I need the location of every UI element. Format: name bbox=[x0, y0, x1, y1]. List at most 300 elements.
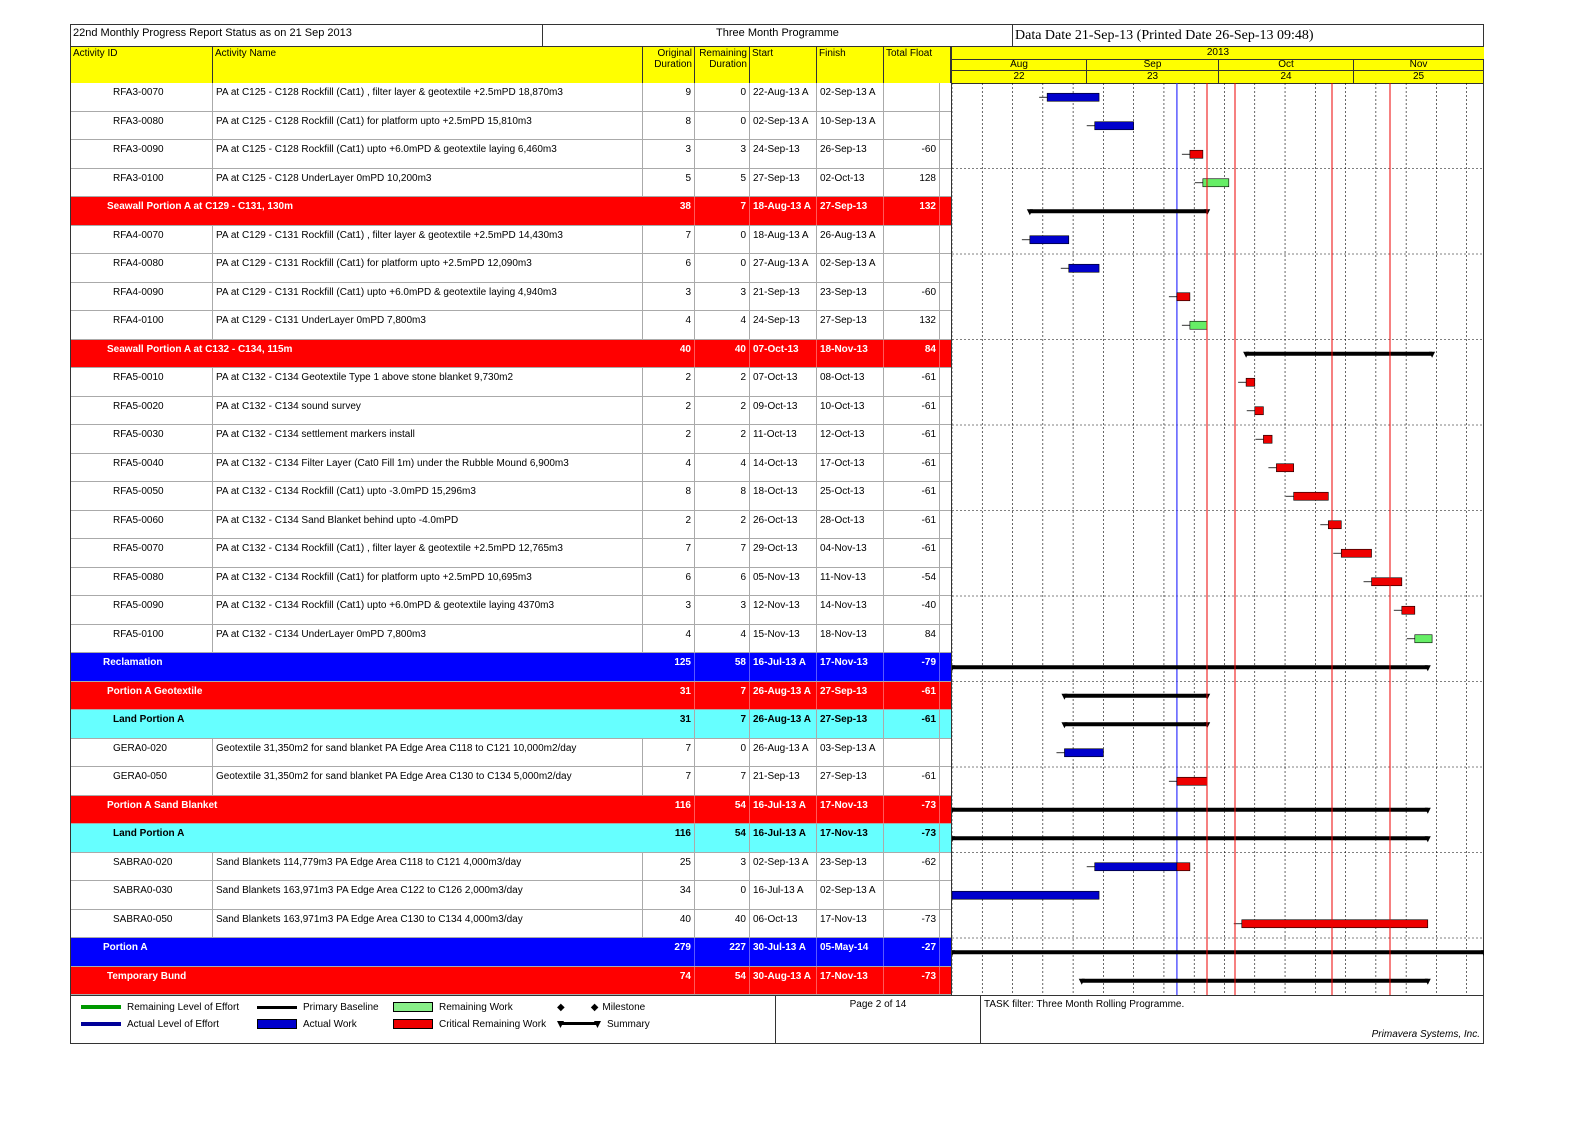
column-headers bbox=[71, 47, 951, 84]
remaining-duration: 2 bbox=[695, 368, 750, 396]
actual-work-bar bbox=[1064, 749, 1103, 757]
activity-id: RFA4-0070 bbox=[71, 226, 213, 254]
summary-bar bbox=[952, 950, 1484, 954]
finish-date: 27-Sep-13 bbox=[817, 767, 884, 795]
finish-date: 17-Nov-13 bbox=[817, 796, 884, 824]
activity-name: Sand Blankets 163,971m3 PA Edge Area C130 to C134 4,000m3/day bbox=[213, 910, 643, 938]
wbs-row[interactable] bbox=[71, 796, 951, 825]
original-duration: 116 bbox=[643, 796, 695, 824]
finish-date: 02-Sep-13 A bbox=[817, 254, 884, 282]
start-date: 21-Sep-13 bbox=[750, 283, 817, 311]
finish-date: 10-Sep-13 A bbox=[817, 112, 884, 140]
original-duration: 6 bbox=[643, 568, 695, 596]
finish-date: 17-Nov-13 bbox=[817, 910, 884, 938]
start-date: 18-Aug-13 A bbox=[750, 226, 817, 254]
original-duration: 31 bbox=[643, 682, 695, 710]
total-float: -61 bbox=[884, 397, 940, 425]
activity-id: GERA0-020 bbox=[71, 739, 213, 767]
activity-name: PA at C132 - C134 Rockfill (Cat1) for platform upto +2.5mPD 10,695m3 bbox=[213, 568, 643, 596]
wbs-name: Portion A Geotextile bbox=[107, 685, 203, 697]
activity-name: PA at C129 - C131 Rockfill (Cat1) upto +6.0mPD & geotextile laying 4,940m3 bbox=[213, 283, 643, 311]
original-duration: 2 bbox=[643, 511, 695, 539]
activity-id: SABRA0-030 bbox=[71, 881, 213, 909]
gantt-chart bbox=[951, 83, 1484, 995]
timeline-month-aug: Aug bbox=[952, 59, 1087, 71]
table-row[interactable] bbox=[71, 397, 951, 426]
remaining-duration: 4 bbox=[695, 625, 750, 653]
legend-label: Remaining Work bbox=[439, 1002, 513, 1013]
table-row[interactable] bbox=[71, 254, 951, 283]
table-row[interactable] bbox=[71, 425, 951, 454]
table-row[interactable] bbox=[71, 368, 951, 397]
finish-date: 12-Oct-13 bbox=[817, 425, 884, 453]
total-float: -79 bbox=[884, 653, 940, 681]
activity-id: SABRA0-020 bbox=[71, 853, 213, 881]
remaining-duration: 227 bbox=[695, 938, 750, 966]
total-float: -61 bbox=[884, 710, 940, 738]
remaining-duration: 0 bbox=[695, 254, 750, 282]
col-remaining-duration[interactable]: Remaining Duration bbox=[695, 47, 750, 83]
col-activity-name[interactable]: Activity Name bbox=[213, 47, 643, 83]
legend-label: Milestone bbox=[602, 1002, 646, 1013]
filter-info bbox=[981, 996, 1483, 1044]
activity-id: RFA4-0090 bbox=[71, 283, 213, 311]
remaining-work-bar bbox=[1415, 635, 1432, 643]
remaining-duration: 8 bbox=[695, 482, 750, 510]
finish-date: 23-Sep-13 bbox=[817, 283, 884, 311]
legend-swatch bbox=[81, 1022, 121, 1026]
start-date: 16-Jul-13 A bbox=[750, 653, 817, 681]
start-date: 16-Jul-13 A bbox=[750, 881, 817, 909]
remaining-duration: 3 bbox=[695, 283, 750, 311]
legend-label: Actual Work bbox=[303, 1019, 357, 1030]
timeline-week: 25 bbox=[1354, 71, 1484, 83]
finish-date: 08-Oct-13 bbox=[817, 368, 884, 396]
timeline-month-sep: Sep bbox=[1087, 59, 1219, 71]
remaining-duration: 0 bbox=[695, 226, 750, 254]
activity-name: PA at C132 - C134 sound survey bbox=[213, 397, 643, 425]
original-duration: 9 bbox=[643, 83, 695, 111]
remaining-work-bar bbox=[1294, 492, 1329, 500]
finish-date: 02-Oct-13 bbox=[817, 169, 884, 197]
total-float: -73 bbox=[884, 910, 940, 938]
total-float bbox=[884, 739, 940, 767]
start-date: 06-Oct-13 bbox=[750, 910, 817, 938]
activity-name: PA at C129 - C131 Rockfill (Cat1) , filter layer & geotextile +2.5mPD 14,430m3 bbox=[213, 226, 643, 254]
start-date: 27-Aug-13 A bbox=[750, 254, 817, 282]
table-row[interactable] bbox=[71, 767, 951, 796]
activity-id: RFA5-0010 bbox=[71, 368, 213, 396]
activity-id: RFA4-0100 bbox=[71, 311, 213, 339]
actual-work-bar bbox=[1047, 93, 1099, 101]
original-duration: 7 bbox=[643, 739, 695, 767]
total-float bbox=[884, 112, 940, 140]
activity-id: RFA5-0050 bbox=[71, 482, 213, 510]
remaining-duration: 58 bbox=[695, 653, 750, 681]
start-date: 24-Sep-13 bbox=[750, 311, 817, 339]
remaining-work-bar bbox=[1402, 606, 1415, 614]
remaining-work-bar bbox=[1328, 521, 1341, 529]
finish-date: 28-Oct-13 bbox=[817, 511, 884, 539]
summary-bar bbox=[1246, 352, 1432, 356]
start-date: 05-Nov-13 bbox=[750, 568, 817, 596]
table-row[interactable] bbox=[71, 311, 951, 340]
activity-id: GERA0-050 bbox=[71, 767, 213, 795]
table-row[interactable] bbox=[71, 226, 951, 255]
finish-date: 03-Sep-13 A bbox=[817, 739, 884, 767]
legend-label: Summary bbox=[607, 1019, 650, 1030]
finish-date: 11-Nov-13 bbox=[817, 568, 884, 596]
original-duration: 7 bbox=[643, 539, 695, 567]
legend-milestone bbox=[557, 1001, 645, 1015]
total-float: 132 bbox=[884, 311, 940, 339]
col-original-duration[interactable]: Original Duration bbox=[643, 47, 695, 83]
finish-date: 18-Nov-13 bbox=[817, 625, 884, 653]
finish-date: 04-Nov-13 bbox=[817, 539, 884, 567]
start-date: 11-Oct-13 bbox=[750, 425, 817, 453]
wbs-name: Seawall Portion A at C129 - C131, 130m bbox=[107, 201, 294, 212]
finish-date: 02-Sep-13 A bbox=[817, 83, 884, 111]
activity-id: RFA3-0070 bbox=[71, 83, 213, 111]
summary-bar bbox=[1030, 209, 1207, 213]
total-float: -61 bbox=[884, 682, 940, 710]
start-date: 09-Oct-13 bbox=[750, 397, 817, 425]
total-float: -60 bbox=[884, 283, 940, 311]
remaining-duration: 2 bbox=[695, 425, 750, 453]
finish-date: 27-Sep-13 bbox=[817, 311, 884, 339]
original-duration: 7 bbox=[643, 226, 695, 254]
start-date: 30-Aug-13 A bbox=[750, 967, 817, 995]
wbs-name: Portion A Sand Blanket bbox=[107, 799, 218, 811]
activity-name: PA at C125 - C128 UnderLayer 0mPD 10,200m3 bbox=[213, 169, 643, 197]
wbs-name: Land Portion A bbox=[113, 714, 185, 725]
total-float: -40 bbox=[884, 596, 940, 624]
remaining-duration: 5 bbox=[695, 169, 750, 197]
original-duration: 125 bbox=[643, 653, 695, 681]
activity-name: PA at C125 - C128 Rockfill (Cat1) , filter layer & geotextile +2.5mPD 18,870m3 bbox=[213, 83, 643, 111]
original-duration: 116 bbox=[643, 824, 695, 852]
finish-date: 17-Oct-13 bbox=[817, 454, 884, 482]
remaining-duration: 54 bbox=[695, 824, 750, 852]
report-page bbox=[70, 24, 1484, 1044]
summary-bar bbox=[952, 808, 1428, 812]
total-float: -73 bbox=[884, 796, 940, 824]
start-date: 18-Aug-13 A bbox=[750, 197, 817, 225]
table-row[interactable] bbox=[71, 739, 951, 768]
timeline-header bbox=[951, 47, 1484, 84]
original-duration: 3 bbox=[643, 596, 695, 624]
legend-swatch bbox=[81, 1005, 121, 1009]
table-row[interactable] bbox=[71, 881, 951, 910]
activity-id: RFA3-0100 bbox=[71, 169, 213, 197]
col-start[interactable]: Start bbox=[750, 47, 817, 83]
wbs-row[interactable] bbox=[71, 967, 951, 996]
remaining-duration: 4 bbox=[695, 311, 750, 339]
start-date: 26-Aug-13 A bbox=[750, 739, 817, 767]
start-date: 07-Oct-13 bbox=[750, 368, 817, 396]
legend-remaining-loe bbox=[81, 1001, 239, 1015]
remaining-duration: 54 bbox=[695, 967, 750, 995]
summary-bar bbox=[1082, 979, 1428, 983]
table-row[interactable] bbox=[71, 853, 951, 882]
total-float: -61 bbox=[884, 767, 940, 795]
activity-id: RFA5-0100 bbox=[71, 625, 213, 653]
finish-date: 18-Nov-13 bbox=[817, 340, 884, 368]
start-date: 26-Aug-13 A bbox=[750, 682, 817, 710]
activity-name: PA at C132 - C134 UnderLayer 0mPD 7,800m3 bbox=[213, 625, 643, 653]
wbs-row[interactable] bbox=[71, 710, 951, 739]
activity-name: Sand Blankets 163,971m3 PA Edge Area C122 to C126 2,000m3/day bbox=[213, 881, 643, 909]
timeline-year: 2013 bbox=[952, 47, 1484, 60]
table-row[interactable] bbox=[71, 283, 951, 312]
table-row[interactable] bbox=[71, 83, 951, 112]
legend-label: Primary Baseline bbox=[303, 1002, 379, 1013]
milestone-icon: ◆ bbox=[557, 1002, 565, 1013]
remaining-duration: 3 bbox=[695, 596, 750, 624]
finish-date: 27-Sep-13 bbox=[817, 710, 884, 738]
original-duration: 279 bbox=[643, 938, 695, 966]
legend-swatch bbox=[257, 1006, 297, 1009]
total-float: 128 bbox=[884, 169, 940, 197]
col-finish[interactable]: Finish bbox=[817, 47, 884, 83]
legend-critical-work bbox=[393, 1018, 546, 1032]
activity-id: RFA4-0080 bbox=[71, 254, 213, 282]
original-duration: 7 bbox=[643, 767, 695, 795]
original-duration: 3 bbox=[643, 283, 695, 311]
col-total-float[interactable]: Total Float bbox=[884, 47, 951, 83]
original-duration: 2 bbox=[643, 425, 695, 453]
remaining-duration: 3 bbox=[695, 140, 750, 168]
legend-summary bbox=[557, 1018, 650, 1032]
remaining-duration: 2 bbox=[695, 511, 750, 539]
total-float: -61 bbox=[884, 425, 940, 453]
wbs-row[interactable] bbox=[71, 938, 951, 967]
activity-id: RFA5-0060 bbox=[71, 511, 213, 539]
page-number: Page 2 of 14 bbox=[775, 996, 981, 1044]
timeline-week: 22 bbox=[952, 71, 1087, 83]
activity-name: PA at C125 - C128 Rockfill (Cat1) for platform upto +2.5mPD 15,810m3 bbox=[213, 112, 643, 140]
total-float bbox=[884, 226, 940, 254]
legend bbox=[71, 995, 1483, 1044]
table-row[interactable] bbox=[71, 112, 951, 141]
start-date: 15-Nov-13 bbox=[750, 625, 817, 653]
summary-bar bbox=[952, 836, 1428, 840]
wbs-row[interactable] bbox=[71, 824, 951, 853]
original-duration: 31 bbox=[643, 710, 695, 738]
finish-date: 17-Nov-13 bbox=[817, 653, 884, 681]
original-duration: 38 bbox=[643, 197, 695, 225]
activity-id: RFA5-0040 bbox=[71, 454, 213, 482]
table-row[interactable] bbox=[71, 454, 951, 483]
remaining-duration: 3 bbox=[695, 853, 750, 881]
finish-date: 26-Aug-13 A bbox=[817, 226, 884, 254]
start-date: 21-Sep-13 bbox=[750, 767, 817, 795]
start-date: 18-Oct-13 bbox=[750, 482, 817, 510]
activity-id: RFA5-0090 bbox=[71, 596, 213, 624]
remaining-duration: 4 bbox=[695, 454, 750, 482]
start-date: 26-Oct-13 bbox=[750, 511, 817, 539]
total-float: -61 bbox=[884, 482, 940, 510]
legend-swatch bbox=[257, 1019, 297, 1029]
legend-remaining-work bbox=[393, 1001, 513, 1015]
remaining-work-bar bbox=[1255, 407, 1264, 415]
finish-date: 10-Oct-13 bbox=[817, 397, 884, 425]
activity-name: Geotextile 31,350m2 for sand blanket PA Edge Area C130 to C134 5,000m2/day bbox=[213, 767, 643, 795]
actual-work-bar bbox=[1095, 863, 1177, 871]
legend-swatch bbox=[393, 1019, 433, 1029]
actual-work-bar bbox=[952, 891, 1099, 899]
activity-id: RFA3-0090 bbox=[71, 140, 213, 168]
original-duration: 4 bbox=[643, 311, 695, 339]
remaining-duration: 7 bbox=[695, 682, 750, 710]
legend-actual-loe bbox=[81, 1018, 219, 1032]
report-title: 22nd Monthly Progress Report Status as on 21 Sep 2013 bbox=[71, 25, 543, 47]
start-date: 16-Jul-13 A bbox=[750, 796, 817, 824]
activity-name: PA at C132 - C134 Filter Layer (Cat0 Fill 1m) under the Rubble Mound 6,900m3 bbox=[213, 454, 643, 482]
legend-label: Remaining Level of Effort bbox=[127, 1002, 240, 1013]
table-row[interactable] bbox=[71, 511, 951, 540]
activity-name: Sand Blankets 114,779m3 PA Edge Area C118 to C121 4,000m3/day bbox=[213, 853, 643, 881]
activity-name: PA at C132 - C134 Geotextile Type 1 above stone blanket 9,730m2 bbox=[213, 368, 643, 396]
total-float: -61 bbox=[884, 368, 940, 396]
wbs-name: Seawall Portion A at C132 - C134, 115m bbox=[107, 343, 293, 355]
activity-name: PA at C132 - C134 Rockfill (Cat1) upto -3.0mPD 15,296m3 bbox=[213, 482, 643, 510]
total-float: -73 bbox=[884, 967, 940, 995]
remaining-work-bar bbox=[1242, 920, 1428, 928]
summary-bar bbox=[1064, 694, 1207, 698]
wbs-name: Land Portion A bbox=[113, 828, 185, 839]
remaining-duration: 6 bbox=[695, 568, 750, 596]
actual-work-bar bbox=[1030, 236, 1069, 244]
table-row[interactable] bbox=[71, 169, 951, 198]
data-date: Data Date 21-Sep-13 (Printed Date 26-Sep-13 09:48) bbox=[1013, 25, 1483, 47]
remaining-work-bar bbox=[1276, 464, 1293, 472]
original-duration: 34 bbox=[643, 881, 695, 909]
original-duration: 8 bbox=[643, 482, 695, 510]
start-date: 02-Sep-13 A bbox=[750, 853, 817, 881]
remaining-duration: 7 bbox=[695, 197, 750, 225]
remaining-duration: 2 bbox=[695, 397, 750, 425]
original-duration: 74 bbox=[643, 967, 695, 995]
activity-name: PA at C132 - C134 Rockfill (Cat1) , filter layer & geotextile +2.5mPD 12,765m3 bbox=[213, 539, 643, 567]
legend-swatch bbox=[393, 1002, 433, 1012]
original-duration: 4 bbox=[643, 625, 695, 653]
start-date: 14-Oct-13 bbox=[750, 454, 817, 482]
actual-work-bar bbox=[1095, 122, 1134, 130]
timeline-week: 24 bbox=[1219, 71, 1354, 83]
original-duration: 8 bbox=[643, 112, 695, 140]
filter-text: TASK filter: Three Month Rolling Programme. bbox=[984, 999, 1185, 1010]
activity-name: PA at C129 - C131 UnderLayer 0mPD 7,800m3 bbox=[213, 311, 643, 339]
activity-name: PA at C132 - C134 Sand Blanket behind upto -4.0mPD bbox=[213, 511, 643, 539]
remaining-work-bar bbox=[1341, 549, 1371, 557]
finish-date: 23-Sep-13 bbox=[817, 853, 884, 881]
start-date: 26-Aug-13 A bbox=[750, 710, 817, 738]
remaining-work-bar bbox=[1190, 150, 1203, 158]
total-float: -61 bbox=[884, 454, 940, 482]
activity-id: SABRA0-050 bbox=[71, 910, 213, 938]
timeline-month-oct: Oct bbox=[1219, 59, 1354, 71]
total-float: 84 bbox=[884, 340, 940, 368]
original-duration: 4 bbox=[643, 454, 695, 482]
original-duration: 2 bbox=[643, 397, 695, 425]
remaining-duration: 7 bbox=[695, 539, 750, 567]
programme-title: Three Month Programme bbox=[543, 25, 1013, 47]
remaining-work-bar bbox=[1177, 293, 1190, 301]
total-float: -61 bbox=[884, 511, 940, 539]
table-row[interactable] bbox=[71, 539, 951, 568]
finish-date: 17-Nov-13 bbox=[817, 967, 884, 995]
total-float: -62 bbox=[884, 853, 940, 881]
original-duration: 25 bbox=[643, 853, 695, 881]
remaining-duration: 40 bbox=[695, 910, 750, 938]
remaining-duration: 0 bbox=[695, 112, 750, 140]
table-row[interactable] bbox=[71, 140, 951, 169]
table-row[interactable] bbox=[71, 482, 951, 511]
remaining-duration: 7 bbox=[695, 767, 750, 795]
start-date: 16-Jul-13 A bbox=[750, 824, 817, 852]
timeline-month-nov: Nov bbox=[1354, 59, 1484, 71]
start-date: 27-Sep-13 bbox=[750, 169, 817, 197]
original-duration: 2 bbox=[643, 368, 695, 396]
remaining-duration: 40 bbox=[695, 340, 750, 368]
wbs-name: Temporary Bund bbox=[107, 970, 187, 982]
finish-date: 27-Sep-13 bbox=[817, 682, 884, 710]
total-float: 84 bbox=[884, 625, 940, 653]
activity-name: PA at C129 - C131 Rockfill (Cat1) for platform upto +2.5mPD 12,090m3 bbox=[213, 254, 643, 282]
table-row[interactable] bbox=[71, 910, 951, 939]
activity-id: RFA5-0080 bbox=[71, 568, 213, 596]
remaining-work-bar bbox=[1372, 578, 1402, 586]
finish-date: 14-Nov-13 bbox=[817, 596, 884, 624]
milestone-icon: ◆ bbox=[590, 1002, 599, 1013]
original-duration: 3 bbox=[643, 140, 695, 168]
actual-work-bar bbox=[1069, 264, 1099, 272]
table-row[interactable] bbox=[71, 596, 951, 625]
activity-name: PA at C132 - C134 settlement markers install bbox=[213, 425, 643, 453]
finish-date: 02-Sep-13 A bbox=[817, 881, 884, 909]
original-duration: 40 bbox=[643, 910, 695, 938]
wbs-name: Portion A bbox=[103, 942, 148, 953]
activity-id: RFA3-0080 bbox=[71, 112, 213, 140]
remaining-duration: 0 bbox=[695, 83, 750, 111]
total-float: -60 bbox=[884, 140, 940, 168]
total-float bbox=[884, 254, 940, 282]
activity-id: RFA5-0070 bbox=[71, 539, 213, 567]
table-row[interactable] bbox=[71, 568, 951, 597]
legend-primary-baseline bbox=[257, 1001, 379, 1015]
summary-bar bbox=[1064, 722, 1207, 726]
wbs-row[interactable] bbox=[71, 340, 951, 369]
legend-label: Critical Remaining Work bbox=[439, 1019, 547, 1030]
original-duration: 40 bbox=[643, 340, 695, 368]
start-date: 30-Jul-13 A bbox=[750, 938, 817, 966]
wbs-row[interactable] bbox=[71, 197, 951, 226]
table-row[interactable] bbox=[71, 625, 951, 654]
start-date: 29-Oct-13 bbox=[750, 539, 817, 567]
brand-text: Primavera Systems, Inc. bbox=[1371, 1029, 1480, 1040]
total-float: -73 bbox=[884, 824, 940, 852]
legend-actual-work bbox=[257, 1018, 357, 1032]
finish-date: 17-Nov-13 bbox=[817, 824, 884, 852]
remaining-work-bar bbox=[1190, 321, 1207, 329]
col-activity-id[interactable]: Activity ID bbox=[71, 47, 213, 83]
remaining-work-bar bbox=[1177, 863, 1190, 871]
wbs-name: Reclamation bbox=[103, 657, 163, 668]
finish-date: 27-Sep-13 bbox=[817, 197, 884, 225]
wbs-row[interactable] bbox=[71, 653, 951, 682]
wbs-row[interactable] bbox=[71, 682, 951, 711]
